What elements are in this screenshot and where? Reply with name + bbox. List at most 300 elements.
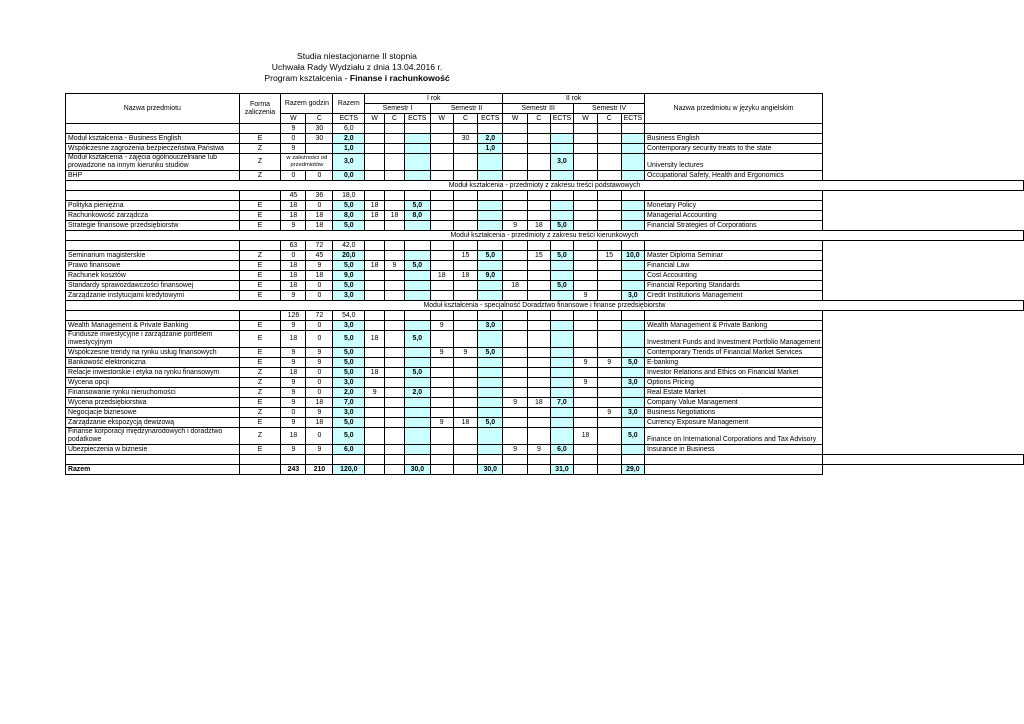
subject-row <box>66 321 1024 331</box>
grand-total-ects: 120,0 <box>333 465 365 475</box>
empty-cell <box>597 241 621 251</box>
s2-w <box>430 251 453 261</box>
empty-cell <box>66 455 240 465</box>
s3-c <box>528 144 551 154</box>
empty-cell <box>430 241 453 251</box>
module-total-w: 63 <box>281 241 306 251</box>
subject-hours-note: w zależności od przedmiotów <box>281 154 333 171</box>
s1-ects: 5,0 <box>404 261 430 271</box>
s3-w <box>503 144 528 154</box>
s2-c <box>453 428 478 445</box>
s2-ects <box>478 171 503 181</box>
s1-c <box>385 418 405 428</box>
empty-cell <box>528 455 551 465</box>
subject-c <box>306 144 333 154</box>
s3-c <box>528 211 551 221</box>
s3-ects <box>550 201 573 211</box>
s3-c <box>528 201 551 211</box>
s2-ects <box>478 368 503 378</box>
module-total-ects: 6,0 <box>333 124 365 134</box>
empty-cell <box>621 124 644 134</box>
s3-ects <box>550 321 573 331</box>
s3-ects <box>550 368 573 378</box>
s4-ects <box>621 445 644 455</box>
subject-english-name: Options Pricing <box>645 378 823 388</box>
s2-ects <box>478 154 503 171</box>
subject-w: 9 <box>281 378 306 388</box>
s2-c <box>453 445 478 455</box>
s4-w: 9 <box>574 291 598 301</box>
s2-w <box>430 201 453 211</box>
subject-w: 9 <box>281 221 306 231</box>
s2-c <box>453 408 478 418</box>
subject-w: 18 <box>281 211 306 221</box>
module-totals-row <box>66 191 1024 201</box>
s1-w <box>365 398 385 408</box>
header-line-3-prefix: Program kształcenia - <box>264 73 350 83</box>
subject-ects: 3,0 <box>333 321 365 331</box>
s1-w <box>365 251 385 261</box>
subject-w: 18 <box>281 428 306 445</box>
subject-w: 9 <box>281 418 306 428</box>
s2-w <box>430 445 453 455</box>
empty-cell <box>385 191 405 201</box>
empty-cell <box>597 124 621 134</box>
empty-cell <box>597 311 621 321</box>
s2-c <box>453 261 478 271</box>
s1-ects <box>404 428 430 445</box>
s1-ects <box>404 134 430 144</box>
s2-w <box>430 398 453 408</box>
subject-english-name: Business English <box>645 134 823 144</box>
s1-c <box>385 201 405 211</box>
subject-w: 0 <box>281 251 306 261</box>
s3-ects <box>550 171 573 181</box>
s4-w <box>574 211 598 221</box>
subject-ects: 7,0 <box>333 398 365 408</box>
empty-cell <box>66 311 240 321</box>
s3-c <box>528 348 551 358</box>
subject-name: Finanse korporacji międzynarodowych i doradztwo podatkowe <box>66 428 240 445</box>
s1-c: 18 <box>385 211 405 221</box>
s4-ects <box>621 388 644 398</box>
subject-c: 18 <box>306 271 333 281</box>
subject-forma: Z <box>239 378 281 388</box>
subject-ects: 9,0 <box>333 271 365 281</box>
s2-ects: 9,0 <box>478 271 503 281</box>
s4-ects <box>621 348 644 358</box>
subject-english-name: Financial Law <box>645 261 823 271</box>
s1-c <box>385 445 405 455</box>
empty-cell <box>550 455 573 465</box>
s4-w <box>574 261 598 271</box>
subject-c: 18 <box>306 418 333 428</box>
col-razem-godzin-header: Razem godzin <box>281 94 333 114</box>
empty-cell <box>453 241 478 251</box>
empty-cell <box>645 124 823 134</box>
s1-w <box>365 291 385 301</box>
s1-ects: 2,0 <box>404 388 430 398</box>
s4-ects <box>621 418 644 428</box>
empty-cell <box>574 241 598 251</box>
module-title-row <box>66 231 1024 241</box>
s2-ects <box>478 331 503 348</box>
s1-c <box>385 331 405 348</box>
subject-forma: E <box>239 201 281 211</box>
s4-c <box>597 398 621 408</box>
s1-ects <box>404 144 430 154</box>
subject-ects: 5,0 <box>333 281 365 291</box>
s3-c-header: Ć <box>528 114 551 124</box>
s4-w <box>574 408 598 418</box>
subject-row <box>66 281 1024 291</box>
s1-ects <box>404 418 430 428</box>
s4-w <box>574 221 598 231</box>
s3-c <box>528 291 551 301</box>
s2-w <box>430 428 453 445</box>
s3-w <box>503 171 528 181</box>
subject-row <box>66 144 1024 154</box>
subject-row <box>66 134 1024 144</box>
empty-cell <box>239 241 281 251</box>
empty-cell <box>503 191 528 201</box>
s4-w: 9 <box>574 358 598 368</box>
empty-cell <box>528 311 551 321</box>
s1-c <box>385 368 405 378</box>
subject-name: Relacje inwestorskie i etyka na rynku finansowym <box>66 368 240 378</box>
subject-english-name: Insurance in Business <box>645 445 823 455</box>
subject-w: 9 <box>281 398 306 408</box>
s4-ects <box>621 331 644 348</box>
s4-w <box>574 171 598 181</box>
s1-ects <box>404 321 430 331</box>
empty-cell <box>365 465 385 475</box>
subject-english-name: Finance on International Corporations and Tax Advisory <box>645 428 823 445</box>
subject-forma: Z <box>239 408 281 418</box>
empty-cell <box>503 311 528 321</box>
s4-w <box>574 388 598 398</box>
empty-cell <box>645 311 823 321</box>
empty-cell <box>550 241 573 251</box>
s1-c <box>385 154 405 171</box>
subject-name: Zarządzanie instytucjami kredytowymi <box>66 291 240 301</box>
s4-w-header: W <box>574 114 598 124</box>
subject-ects: 5,0 <box>333 428 365 445</box>
s1-ects-header: ECTS <box>404 114 430 124</box>
s4-ects <box>621 368 644 378</box>
s4-ects <box>621 154 644 171</box>
s4-ects <box>621 171 644 181</box>
empty-cell <box>478 191 503 201</box>
col-name-header: Nazwa przedmiotu <box>66 94 240 124</box>
subject-row <box>66 358 1024 368</box>
s2-c <box>453 211 478 221</box>
s4-ects <box>621 261 644 271</box>
s4-c <box>597 221 621 231</box>
s1-w <box>365 144 385 154</box>
empty-cell <box>365 191 385 201</box>
empty-cell <box>430 311 453 321</box>
subject-ects: 0,0 <box>333 171 365 181</box>
s2-w: 9 <box>430 348 453 358</box>
s1-w: 18 <box>365 368 385 378</box>
module-total-ects: 18,0 <box>333 191 365 201</box>
s3-ects: 7,0 <box>550 398 573 408</box>
s3-w: 9 <box>503 445 528 455</box>
module-total-ects: 54,0 <box>333 311 365 321</box>
s1-w <box>365 281 385 291</box>
empty-cell <box>574 311 598 321</box>
s1-w <box>365 378 385 388</box>
subject-english-name: E-banking <box>645 358 823 368</box>
subject-w: 0 <box>281 171 306 181</box>
s3-ects: 5,0 <box>550 221 573 231</box>
s1-c <box>385 408 405 418</box>
s1-w: 9 <box>365 388 385 398</box>
s3-c <box>528 358 551 368</box>
subject-w: 9 <box>281 388 306 398</box>
s1-w <box>365 321 385 331</box>
s2-ects <box>478 281 503 291</box>
empty-cell <box>528 191 551 201</box>
s4-c: 9 <box>597 408 621 418</box>
s1-c <box>385 221 405 231</box>
subject-ects: 5,0 <box>333 221 365 231</box>
subject-name: Współczesne zagrożenia bezpieczeństwa Państwa <box>66 144 240 154</box>
s3-w <box>503 331 528 348</box>
year-2-header: II rok <box>503 94 645 104</box>
module-total-c: 30 <box>306 124 333 134</box>
s1-ects <box>404 358 430 368</box>
s3-w-header: W <box>503 114 528 124</box>
s4-ects <box>621 211 644 221</box>
s3-w <box>503 321 528 331</box>
s1-ects <box>404 398 430 408</box>
s2-ects: 5,0 <box>478 348 503 358</box>
s1-w: 18 <box>365 261 385 271</box>
subject-row <box>66 261 1024 271</box>
col-ects-header: ECTS <box>333 114 365 124</box>
s3-ects <box>550 134 573 144</box>
s4-c <box>597 144 621 154</box>
subject-english-name: Occupational Safety, Health and Ergonomics <box>645 171 823 181</box>
empty-cell <box>478 241 503 251</box>
subject-english-name: Contemporary security treats to the state <box>645 144 823 154</box>
empty-cell <box>478 311 503 321</box>
subject-forma: E <box>239 445 281 455</box>
subject-english-name: University lectures <box>645 154 823 171</box>
module-title: Moduł kształcenia - specjalność Doradztwo finansowe i finanse przedsiębiorstw <box>66 301 1024 311</box>
s2-c <box>453 221 478 231</box>
s2-c-header: Ć <box>453 114 478 124</box>
grand-total-label: Razem <box>66 465 240 475</box>
subject-forma: Z <box>239 154 281 171</box>
subject-forma: E <box>239 321 281 331</box>
subject-english-name: Credit Institutions Management <box>645 291 823 301</box>
subject-row <box>66 331 1024 348</box>
subject-c: 0 <box>306 378 333 388</box>
s2-ects <box>478 378 503 388</box>
empty-cell <box>453 455 478 465</box>
subject-row <box>66 171 1024 181</box>
empty-cell <box>645 241 823 251</box>
s4-w <box>574 445 598 455</box>
subject-name: Strategie finansowe przedsiębiorstw <box>66 221 240 231</box>
subject-english-name: Master Diploma Seminar <box>645 251 823 261</box>
col-forma-header: Forma zaliczenia <box>239 94 281 124</box>
empty-cell <box>430 191 453 201</box>
subject-row <box>66 154 1024 171</box>
subject-w: 9 <box>281 144 306 154</box>
subject-name: Seminarium magisterskie <box>66 251 240 261</box>
s3-total-ects: 31,0 <box>550 465 573 475</box>
subject-row <box>66 445 1024 455</box>
subject-name: Polityka pieniężna <box>66 201 240 211</box>
subject-name: Finansowanie rynku nieruchomości <box>66 388 240 398</box>
s3-c <box>528 171 551 181</box>
empty-cell <box>385 311 405 321</box>
empty-cell <box>503 241 528 251</box>
s3-ects: 5,0 <box>550 251 573 261</box>
s4-ects <box>621 221 644 231</box>
s1-w-header: W <box>365 114 385 124</box>
subject-w: 18 <box>281 201 306 211</box>
s2-w <box>430 211 453 221</box>
s2-ects <box>478 388 503 398</box>
s2-w <box>430 261 453 271</box>
subject-name: Wycena przedsiębiorstwa <box>66 398 240 408</box>
s2-c <box>453 398 478 408</box>
s3-c <box>528 378 551 388</box>
subject-forma: E <box>239 281 281 291</box>
empty-cell <box>430 455 453 465</box>
s2-w <box>430 358 453 368</box>
s3-w <box>503 368 528 378</box>
col-c-header: Ć <box>306 114 333 124</box>
s4-ects: 5,0 <box>621 358 644 368</box>
s3-ects <box>550 348 573 358</box>
s2-c <box>453 321 478 331</box>
subject-c: 0 <box>306 281 333 291</box>
s4-ects: 3,0 <box>621 408 644 418</box>
module-total-c: 72 <box>306 311 333 321</box>
s1-w: 18 <box>365 201 385 211</box>
s3-c <box>528 271 551 281</box>
s2-w <box>430 281 453 291</box>
empty-cell <box>365 455 385 465</box>
s4-ects <box>621 201 644 211</box>
empty-cell <box>503 465 528 475</box>
empty-cell <box>365 124 385 134</box>
subject-name: Zarządzanie ekspozycją dewizową <box>66 418 240 428</box>
s1-w <box>365 358 385 368</box>
s3-c <box>528 331 551 348</box>
subject-english-name: Contemporary Trends of Financial Market Services <box>645 348 823 358</box>
s3-ects <box>550 408 573 418</box>
subject-c: 0 <box>306 321 333 331</box>
subject-ects: 5,0 <box>333 418 365 428</box>
s2-w <box>430 144 453 154</box>
s4-ects-header: ECTS <box>621 114 644 124</box>
subject-forma: E <box>239 211 281 221</box>
subject-ects: 5,0 <box>333 261 365 271</box>
s2-c <box>453 331 478 348</box>
s4-w <box>574 398 598 408</box>
empty-cell <box>453 465 478 475</box>
s1-w <box>365 418 385 428</box>
empty-cell <box>597 465 621 475</box>
subject-english-name: Financial Strategies of Corporations <box>645 221 823 231</box>
s2-ects: 2,0 <box>478 134 503 144</box>
subject-c: 18 <box>306 211 333 221</box>
subject-ects: 5,0 <box>333 368 365 378</box>
empty-cell <box>453 124 478 134</box>
s3-ects <box>550 144 573 154</box>
s3-c <box>528 134 551 144</box>
subject-forma: E <box>239 271 281 281</box>
empty-cell <box>385 455 405 465</box>
empty-cell <box>385 124 405 134</box>
subject-english-name: Financial Reporting Standards <box>645 281 823 291</box>
empty-cell <box>621 455 644 465</box>
s3-w <box>503 154 528 171</box>
module-total-w: 45 <box>281 191 306 201</box>
subject-w: 9 <box>281 358 306 368</box>
s1-w <box>365 134 385 144</box>
empty-cell <box>478 124 503 134</box>
s4-w <box>574 321 598 331</box>
s3-ects-header: ECTS <box>550 114 573 124</box>
s4-c <box>597 378 621 388</box>
module-title: Moduł kształcenia - przedmioty z zakresu treści kierunkowych <box>66 231 1024 241</box>
subject-w: 0 <box>281 134 306 144</box>
module-total-c: 36 <box>306 191 333 201</box>
s2-ects <box>478 211 503 221</box>
s2-ects: 5,0 <box>478 251 503 261</box>
subject-forma: E <box>239 398 281 408</box>
s4-w <box>574 251 598 261</box>
s2-w-header: W <box>430 114 453 124</box>
s4-c <box>597 321 621 331</box>
s3-w <box>503 211 528 221</box>
subject-w: 0 <box>281 408 306 418</box>
s3-w: 9 <box>503 221 528 231</box>
subject-row <box>66 271 1024 281</box>
subject-row <box>66 428 1024 445</box>
s1-ects <box>404 154 430 171</box>
subject-w: 18 <box>281 331 306 348</box>
s2-ects: 1,0 <box>478 144 503 154</box>
subject-ects: 5,0 <box>333 358 365 368</box>
module-total-w: 126 <box>281 311 306 321</box>
s3-w <box>503 251 528 261</box>
empty-cell <box>645 465 823 475</box>
module-total-w: 9 <box>281 124 306 134</box>
s3-ects: 5,0 <box>550 281 573 291</box>
subject-c: 9 <box>306 445 333 455</box>
subject-c: 0 <box>306 428 333 445</box>
empty-cell <box>550 191 573 201</box>
s1-c <box>385 144 405 154</box>
s3-w <box>503 418 528 428</box>
s3-w <box>503 408 528 418</box>
subject-c: 0 <box>306 388 333 398</box>
s4-c <box>597 201 621 211</box>
subject-forma: Z <box>239 171 281 181</box>
s1-w <box>365 408 385 418</box>
s4-w <box>574 281 598 291</box>
empty-cell <box>365 241 385 251</box>
